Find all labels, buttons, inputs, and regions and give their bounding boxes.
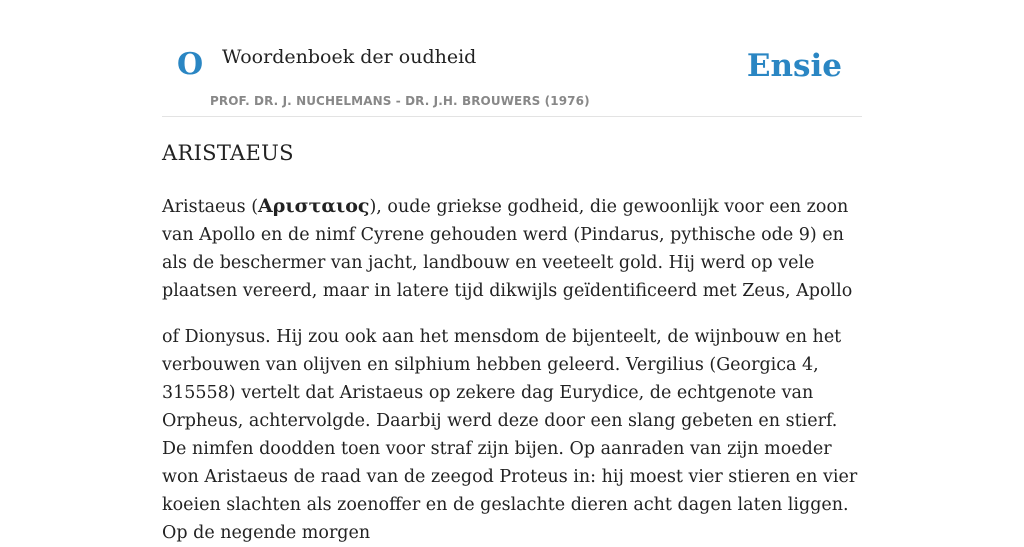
ensie-logo-link[interactable]: Ensie	[746, 48, 842, 84]
greek-name: Αρισταιος	[258, 195, 370, 217]
letter-index-link[interactable]: O	[177, 47, 204, 82]
paragraph-2: of Dionysus. Hij zou ook aan het mensdom de bijenteelt, de wijnbouw en het verbouwen van olijven en silphium hebben geleerd. Vergilius (Georgica 4, 315558) vertelt dat Aristaeus op zekere dag Eurydice, de echtgenote van Orpheus, achtervolgde. Daarbij werd deze door een slang gebeten en stierf. De nimfen doodden toen voor straf zijn bijen. Op aanraden van zijn moeder won Aristaeus de raad van de zeegod Proteus in: hij moest vier stieren en vier koeien slachten als zoenoffer en de geslachte dieren acht dagen laten liggen. Op de negende morgen	[162, 327, 858, 543]
book-title: Woordenboek der oudheid	[222, 46, 477, 68]
dictionary-header	[162, 0, 862, 117]
paragraph-1-rest: ), oude griekse godheid, die gewoonlijk voor een zoon van Apollo en de nimf Cyrene gehouden werd (Pindarus, pythische ode 9) en als de beschermer van jacht, landbouw en veeteelt gold. Hij werd op vele plaatsen vereerd, maar in latere tijd dikwijls geïdentificeerd met Zeus, Apollo	[162, 197, 853, 301]
entry-title: ARISTAEUS	[162, 141, 294, 165]
paragraph-1-start: Aristaeus (	[162, 197, 259, 217]
article	[162, 0, 862, 543]
paragraph-1	[162, 192, 862, 305]
authors-line: PROF. DR. J. NUCHELMANS - DR. J.H. BROUWERS (1976)	[210, 94, 590, 108]
